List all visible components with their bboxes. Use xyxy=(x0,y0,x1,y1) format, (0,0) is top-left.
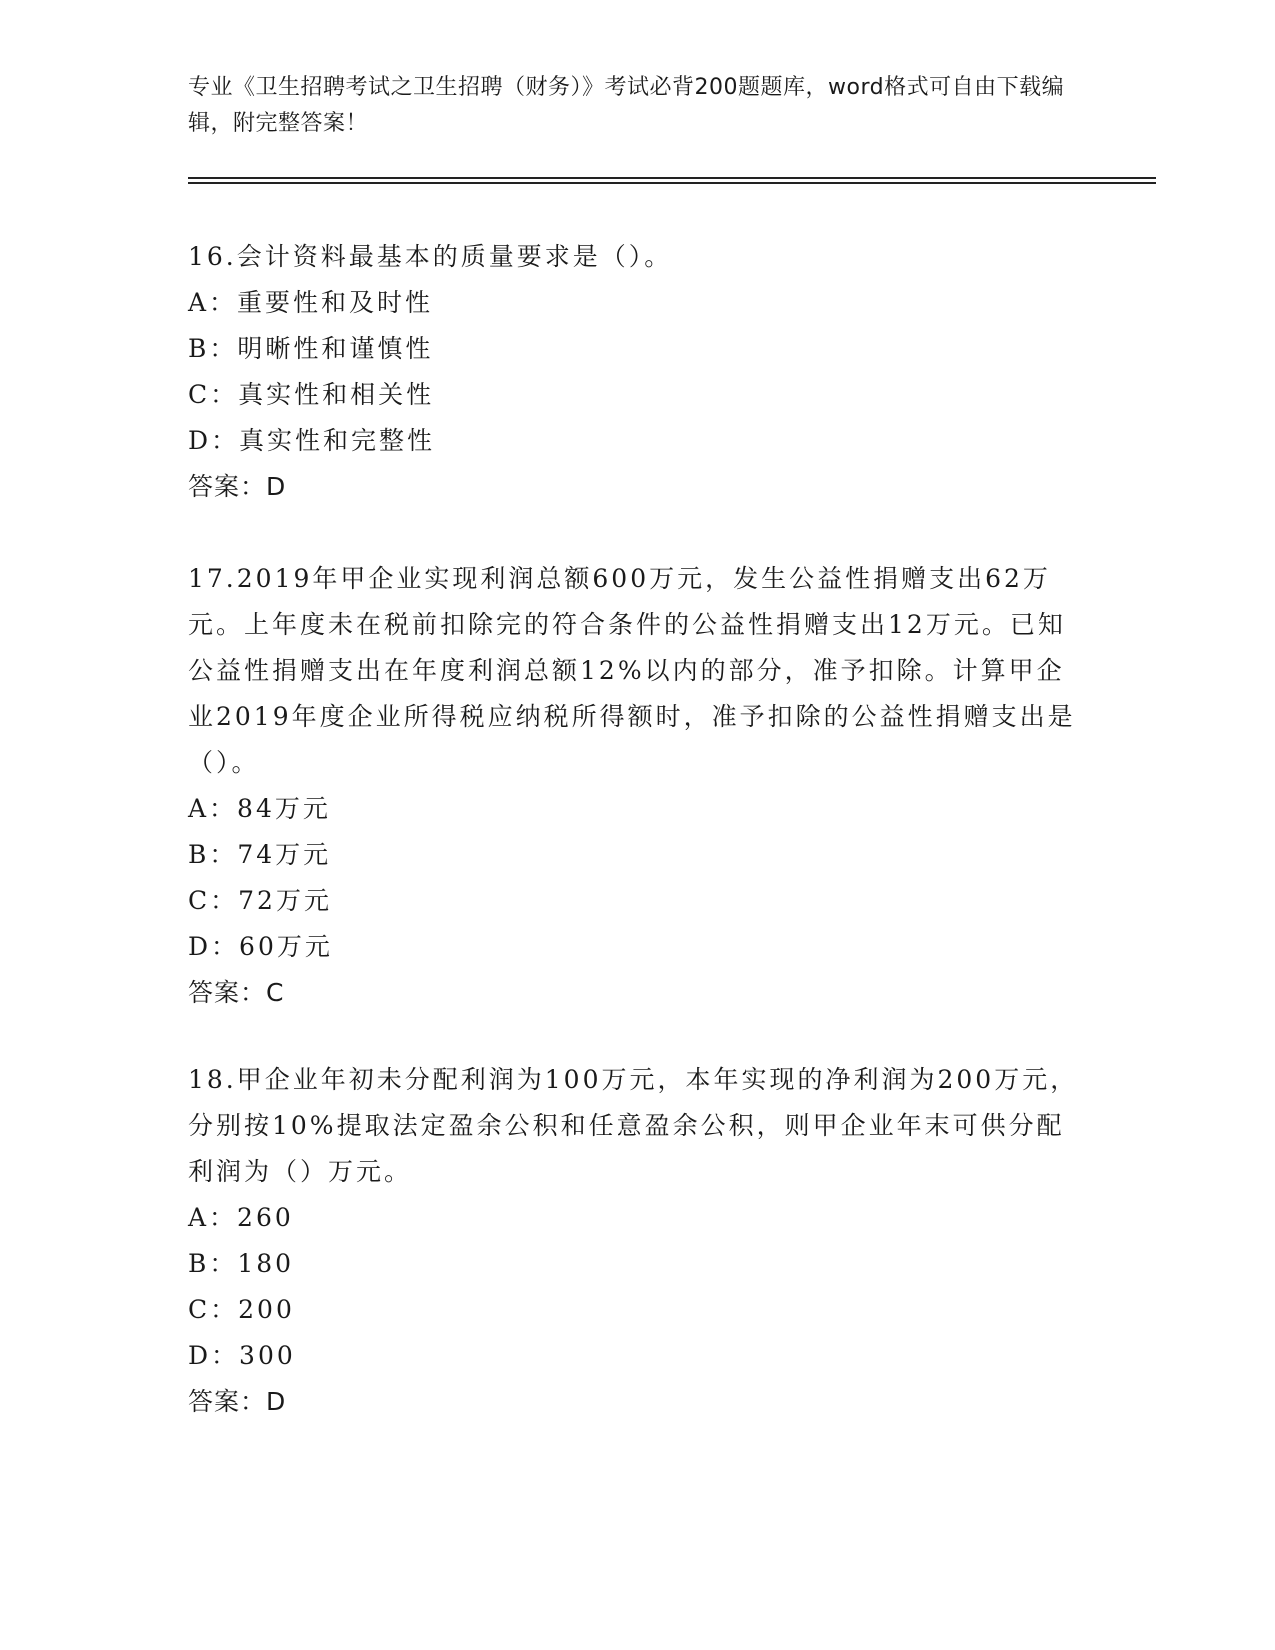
option-d: D：300 xyxy=(188,1341,296,1370)
question-16 xyxy=(188,234,1088,510)
answer: 答案：D xyxy=(188,1387,287,1416)
header-divider xyxy=(188,177,1156,179)
option-a: A：重要性和及时性 xyxy=(188,288,434,317)
question-stem: 16.会计资料最基本的质量要求是（）。 xyxy=(188,242,673,271)
option-a: A：260 xyxy=(188,1203,294,1232)
option-c: C：真实性和相关性 xyxy=(188,380,435,409)
question-stem: 17.2019年甲企业实现利润总额600万元，发生公益性捐赠支出62万元。上年度未在税前扣除完的符合条件的公益性捐赠支出12万元。已知公益性捐赠支出在年度利润总额12%以内的部分，准予扣除。计算甲企业2019年度企业所得税应纳税所得额时，准予扣除的公益性捐赠支出是（）。 xyxy=(188,564,1076,777)
answer: 答案：C xyxy=(188,978,285,1007)
option-b: B：74万元 xyxy=(188,840,332,869)
question-18 xyxy=(188,1057,1088,1425)
question-stem: 18.甲企业年初未分配利润为100万元，本年实现的净利润为200万元，分别按10%提取法定盈余公积和任意盈余公积，则甲企业年末可供分配利润为（）万元。 xyxy=(188,1065,1079,1186)
option-d: D：真实性和完整性 xyxy=(188,426,436,455)
answer: 答案：D xyxy=(188,472,287,501)
option-d: D：60万元 xyxy=(188,932,333,961)
option-b: B：明晰性和谨慎性 xyxy=(188,334,434,363)
option-c: C：72万元 xyxy=(188,886,332,915)
option-b: B：180 xyxy=(188,1249,295,1278)
question-17 xyxy=(188,556,1088,1016)
option-a: A：84万元 xyxy=(188,794,331,823)
header-divider-second xyxy=(188,182,1156,184)
document-header: 专业《卫生招聘考试之卫生招聘（财务）》考试必背200题题库，word格式可自由下载编辑，附完整答案！ xyxy=(188,75,1065,136)
option-c: C：200 xyxy=(188,1295,295,1324)
